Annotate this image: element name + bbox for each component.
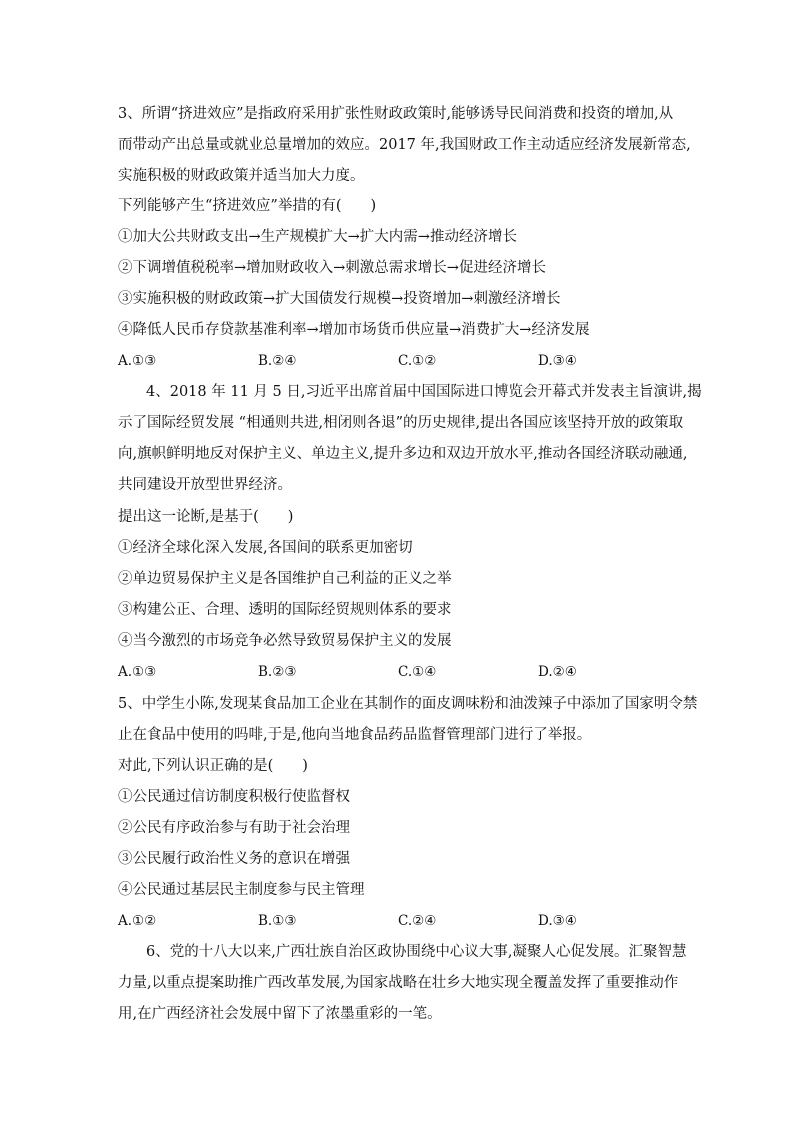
q5-option-a: A.①② [118,913,157,929]
q6-stem-line-3: 用,在广西经济社会发展中留下了浓墨重彩的一笔。 [118,1006,442,1022]
q4-option-b: B.②③ [258,664,297,680]
q3-item-4: ④降低人民币存贷款基准利率→增加市场货币供应量→消费扩大→经济发展 [118,322,590,338]
q3-option-b: B.②④ [258,353,297,369]
q4-stem-line-3: 向,旗帜鲜明地反对保护主义、单边主义,提升多边和双边开放水平,推动各国经济联动融通, [118,446,688,462]
q4-item-1: ①经济全球化深入发展,各国间的联系更加密切 [118,540,413,556]
q4-stem-line-2: 示了国际经贸发展 “相通则共进,相闭则各退”的历史规律,提出各国应该坚持开放的政策取 [118,415,684,431]
q5-options [118,911,678,931]
q5-option-d: D.③④ [538,913,577,929]
q3-item-2: ②下调增值税税率→增加财政收入→刺激总需求增长→促进经济增长 [118,260,546,276]
q4-stem-line-4: 共同建设开放型世界经济。 [118,477,292,493]
q3-option-a: A.①③ [118,353,157,369]
q4-item-2: ②单边贸易保护主义是各国维护自己利益的正义之举 [118,571,452,587]
q4-option-c: C.①④ [398,664,437,680]
q3-option-c: C.①② [398,353,437,369]
q3-stem-line-1: 3、所谓“挤进效应”是指政府采用扩张性财政政策时,能够诱导民间消费和投资的增加,从 [118,106,674,122]
q5-option-c: C.②④ [398,913,437,929]
q5-stem-line-1: 5、中学生小陈,发现某食品加工企业在其制作的面皮调味粉和油泼辣子中添加了国家明令禁 [118,696,698,712]
q3-stem-line-2: 而带动产出总量或就业总量增加的效应。2017 年,我国财政工作主动适应经济发展新常态, [118,137,691,153]
q3-option-d: D.③④ [538,353,577,369]
q5-stem-line-2: 止在食品中使用的吗啡,于是,他向当地食品药品监督管理部门进行了举报。 [118,727,592,743]
q5-option-b: B.①③ [258,913,297,929]
q5-question: 对此,下列认识正确的是( ) [118,758,308,774]
q6-stem-line-1: 6、党的十八大以来,广西壮族自治区政协围绕中心议大事,凝聚人心促发展。汇聚智慧 [146,944,687,960]
q3-options [118,351,678,371]
q3-item-3: ③实施积极的财政政策→扩大国债发行规模→投资增加→刺激经济增长 [118,291,561,307]
q4-item-3: ③构建公正、合理、透明的国际经贸规则体系的要求 [118,602,452,618]
q5-item-3: ③公民履行政治性义务的意识在增强 [118,851,350,867]
q3-question: 下列能够产生“挤进效应”举措的有( ) [118,198,377,214]
q6-stem-line-2: 力量,以重点提案助推广西改革发展,为国家战略在壮乡大地实现全覆盖发挥了重要推动作 [118,975,679,991]
q4-option-d: D.②④ [538,664,577,680]
q4-item-4: ④当今激烈的市场竞争必然导致贸易保护主义的发展 [118,633,452,649]
q4-question: 提出这一论断,是基于( ) [118,509,294,525]
q4-options [118,662,678,682]
q5-item-1: ①公民通过信访制度积极行使监督权 [118,789,350,805]
q4-stem-line-1: 4、2018 年 11 月 5 日,习近平出席首届中国国际进口博览会开幕式并发表主旨演讲,揭 [146,384,702,400]
q3-item-1: ①加大公共财政支出→生产规模扩大→扩大内需→推动经济增长 [118,229,517,245]
q3-stem-line-3: 实施积极的财政政策并适当加大力度。 [118,168,365,184]
q4-option-a: A.①③ [118,664,157,680]
q5-item-4: ④公民通过基层民主制度参与民主管理 [118,882,365,898]
q5-item-2: ②公民有序政治参与有助于社会治理 [118,820,350,836]
